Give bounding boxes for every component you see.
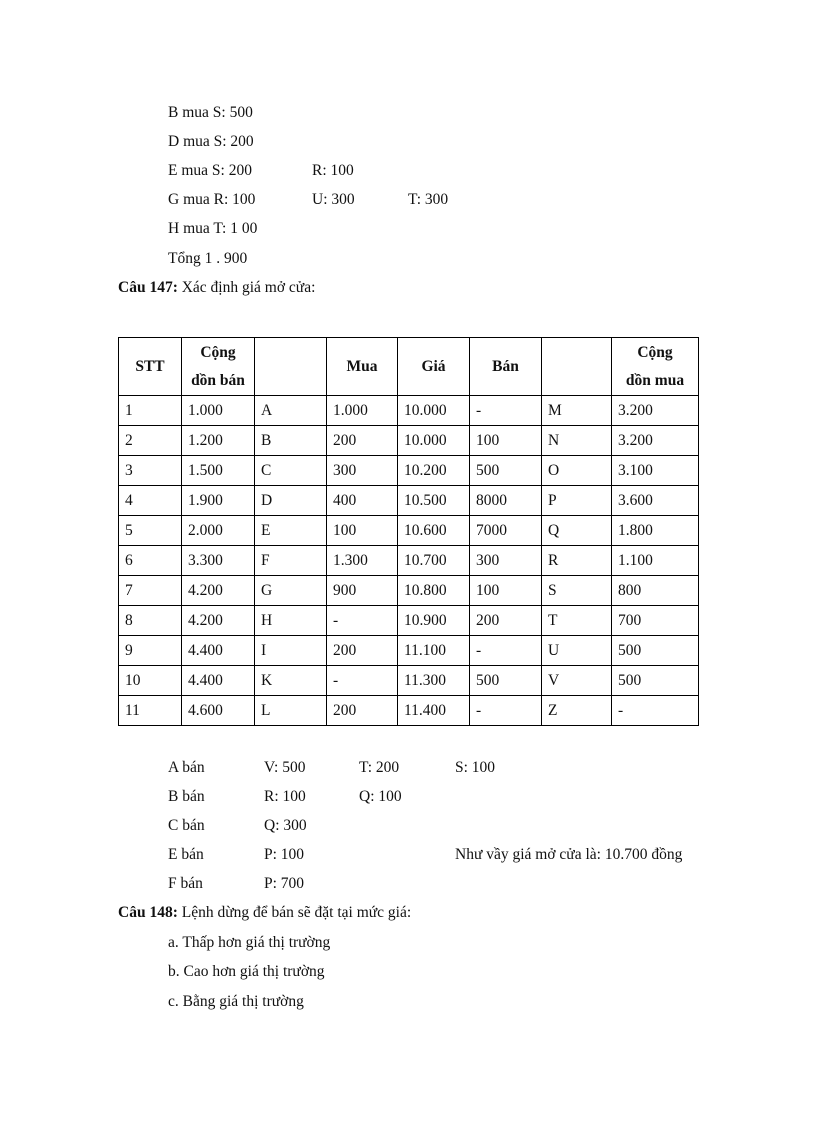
table-cell: Q [542, 516, 612, 546]
table-cell: - [470, 396, 542, 426]
sell-item-who: F bán [168, 875, 203, 892]
table-cell: - [470, 636, 542, 666]
question-text: Lệnh dừng để bán sẽ đặt tại mức giá: [177, 904, 412, 921]
table-cell: 10.000 [398, 426, 470, 456]
sell-item-who: A bán [168, 759, 205, 776]
table-cell: 10.200 [398, 456, 470, 486]
table-cell: 3 [119, 456, 182, 486]
table-cell: 8 [119, 606, 182, 636]
table-cell: 500 [612, 666, 699, 696]
table-cell: G [255, 576, 327, 606]
table-cell: 1 [119, 396, 182, 426]
sell-item-who: E bán [168, 846, 204, 863]
answer-option-a: a. Thấp hơn giá thị trường [168, 934, 331, 951]
table-cell: 2 [119, 426, 182, 456]
sell-item-who: B bán [168, 788, 205, 805]
table-cell: 3.200 [612, 396, 699, 426]
table-row [119, 516, 699, 546]
table-cell: 10.900 [398, 606, 470, 636]
table-row [119, 546, 699, 576]
table-cell: - [327, 666, 398, 696]
table-cell: 1.200 [182, 426, 255, 456]
table-cell: L [255, 696, 327, 726]
sell-item-detail: P: 100 [264, 846, 305, 863]
order-book-table [118, 337, 699, 726]
table-cell: D [255, 486, 327, 516]
table-cell: 4.200 [182, 576, 255, 606]
table-body [119, 396, 699, 726]
table-cell: K [255, 666, 327, 696]
table-cell: 400 [327, 486, 398, 516]
top-list-total: Tổng 1 . 900 [168, 250, 248, 267]
table-header-cell: Bán [470, 338, 542, 396]
table-cell: 100 [470, 576, 542, 606]
table-cell: 4.600 [182, 696, 255, 726]
table-cell: 1.300 [327, 546, 398, 576]
table-row [119, 486, 699, 516]
table-cell: 10 [119, 666, 182, 696]
table-cell: - [612, 696, 699, 726]
top-list-item: H mua T: 1 00 [168, 220, 258, 237]
table-cell: 500 [470, 666, 542, 696]
question-148 [118, 903, 411, 923]
table-header-cell: Mua [327, 338, 398, 396]
table-cell: 10.600 [398, 516, 470, 546]
table-cell: 4.400 [182, 636, 255, 666]
table-cell: R [542, 546, 612, 576]
table-header-cell: Cộng dồn mua [612, 338, 699, 396]
table-cell: 3.100 [612, 456, 699, 486]
top-list-item-detail: R: 100 [312, 162, 354, 179]
table-cell: 8000 [470, 486, 542, 516]
table-row [119, 666, 699, 696]
table-header-cell: STT [119, 338, 182, 396]
question-number: Câu 148: [118, 904, 178, 921]
table-cell: 1.000 [327, 396, 398, 426]
table-cell: I [255, 636, 327, 666]
top-list-item: E mua S: 200 [168, 162, 252, 179]
table-cell: 10.700 [398, 546, 470, 576]
table-cell: 4.200 [182, 606, 255, 636]
table-cell: 300 [327, 456, 398, 486]
table-cell: 100 [470, 426, 542, 456]
table-row [119, 606, 699, 636]
table-cell: 3.600 [612, 486, 699, 516]
table-cell: 2.000 [182, 516, 255, 546]
table-cell: 3.300 [182, 546, 255, 576]
sell-item-detail: Q: 100 [359, 788, 402, 805]
table-cell: H [255, 606, 327, 636]
table-cell: U [542, 636, 612, 666]
table-cell: 11.400 [398, 696, 470, 726]
table-cell: 11.300 [398, 666, 470, 696]
table-row [119, 396, 699, 426]
table-cell: 10.800 [398, 576, 470, 606]
table-cell: 900 [327, 576, 398, 606]
table-cell: 500 [612, 636, 699, 666]
table-header-cell: Cộng dồn bán [182, 338, 255, 396]
table-cell: 1.500 [182, 456, 255, 486]
table-cell: 4.400 [182, 666, 255, 696]
table-cell: C [255, 456, 327, 486]
sell-item-detail: V: 500 [264, 759, 306, 776]
table-cell: 10.500 [398, 486, 470, 516]
sell-item-detail: T: 200 [359, 759, 400, 776]
table-cell: - [470, 696, 542, 726]
sell-item-who: C bán [168, 817, 205, 834]
table-header-row [119, 338, 699, 396]
table-cell: S [542, 576, 612, 606]
table-header-cell [542, 338, 612, 396]
table-cell: 7000 [470, 516, 542, 546]
table-header-cell [255, 338, 327, 396]
top-list-item: B mua S: 500 [168, 104, 253, 121]
table-cell: 800 [612, 576, 699, 606]
table-cell: E [255, 516, 327, 546]
table-cell: 1.100 [612, 546, 699, 576]
top-list-item-detail: T: 300 [408, 191, 449, 208]
table-row [119, 576, 699, 606]
top-list-item: D mua S: 200 [168, 133, 254, 150]
sell-item-detail: P: 700 [264, 875, 305, 892]
table-cell: P [542, 486, 612, 516]
question-text: Xác định giá mở cửa: [177, 279, 316, 296]
table-cell: 9 [119, 636, 182, 666]
table-cell: Z [542, 696, 612, 726]
table-cell: 200 [327, 636, 398, 666]
table-row [119, 636, 699, 666]
table-cell: N [542, 426, 612, 456]
sell-item-detail: S: 100 [455, 759, 496, 776]
table-cell: V [542, 666, 612, 696]
table-cell: 1.800 [612, 516, 699, 546]
sell-item-detail: Q: 300 [264, 817, 307, 834]
table-cell: 100 [327, 516, 398, 546]
table-cell: 5 [119, 516, 182, 546]
question-number: Câu 147: [118, 279, 178, 296]
table-cell: O [542, 456, 612, 486]
table-cell: 10.000 [398, 396, 470, 426]
table-cell: 3.200 [612, 426, 699, 456]
table-row [119, 456, 699, 486]
table-cell: 4 [119, 486, 182, 516]
table-cell: 200 [327, 426, 398, 456]
table-cell: 200 [327, 696, 398, 726]
table-cell: 500 [470, 456, 542, 486]
answer-option-c: c. Bằng giá thị trường [168, 993, 304, 1010]
table-cell: - [327, 606, 398, 636]
opening-price-conclusion: Như vầy giá mở cửa là: 10.700 đồng [455, 846, 683, 863]
table-cell: F [255, 546, 327, 576]
answer-option-b: b. Cao hơn giá thị trường [168, 963, 325, 980]
top-list-item: G mua R: 100 [168, 191, 256, 208]
question-147 [118, 278, 315, 298]
table-cell: B [255, 426, 327, 456]
table-cell: 300 [470, 546, 542, 576]
table-row [119, 426, 699, 456]
sell-item-detail: R: 100 [264, 788, 306, 805]
table-header-cell: Giá [398, 338, 470, 396]
table-cell: T [542, 606, 612, 636]
table-cell: M [542, 396, 612, 426]
table-cell: 7 [119, 576, 182, 606]
table-cell: 6 [119, 546, 182, 576]
table-cell: 11 [119, 696, 182, 726]
table-cell: 1.900 [182, 486, 255, 516]
table-cell: 200 [470, 606, 542, 636]
table-cell: 1.000 [182, 396, 255, 426]
table-cell: A [255, 396, 327, 426]
top-list-item-detail: U: 300 [312, 191, 355, 208]
table-row [119, 696, 699, 726]
table-cell: 700 [612, 606, 699, 636]
table-cell: 11.100 [398, 636, 470, 666]
